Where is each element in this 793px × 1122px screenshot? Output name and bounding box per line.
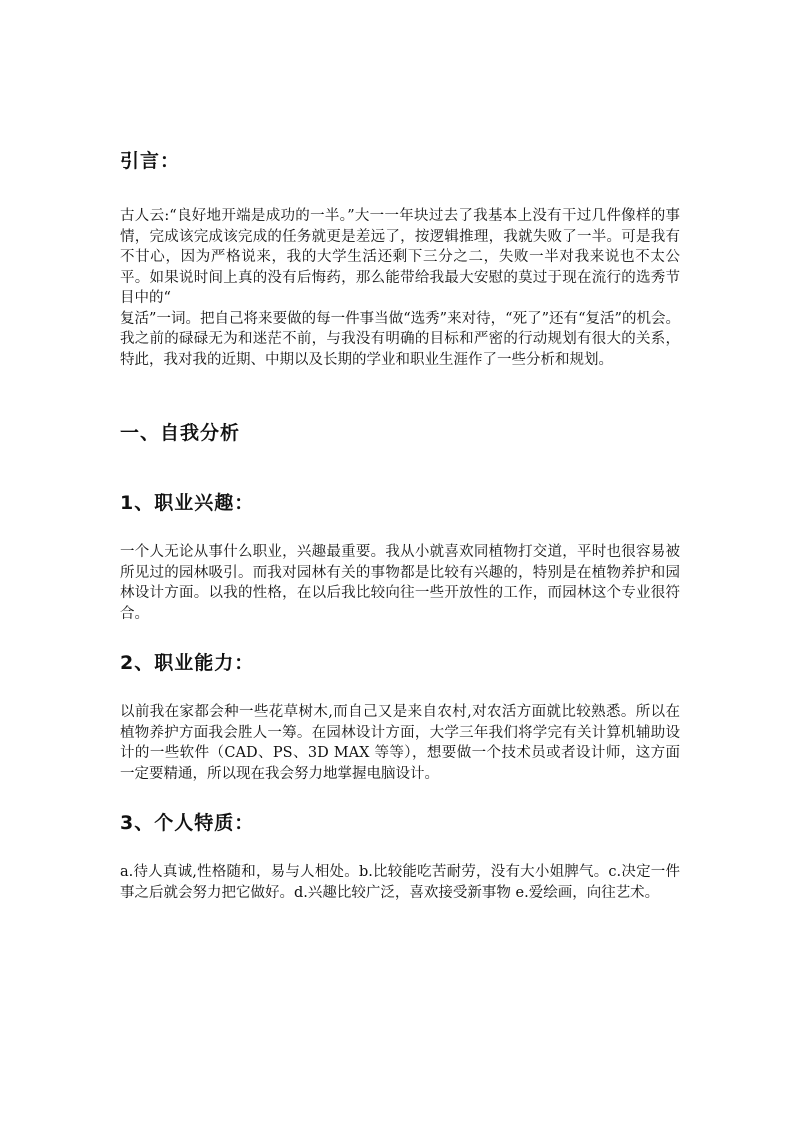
career-interest-paragraph: 一个人无论从事什么职业，兴趣最重要。我从小就喜欢同植物打交道，平时也很容易被所见过的园林吸引。而我对园林有关的事物都是比较有兴趣的，特别是在植物养护和园林设计方面。以我的性格，在以后我比较向往一些开放性的工作，而园林这个专业很符合。 <box>120 544 680 622</box>
document-content <box>120 148 680 903</box>
career-ability-heading: 2、职业能力： <box>120 652 255 674</box>
intro-heading: 引言： <box>120 150 181 172</box>
personal-trait-heading: 3、个人特质： <box>120 812 255 834</box>
career-interest-heading: 1、职业兴趣： <box>120 492 255 514</box>
career-ability-paragraph: 以前我在家都会种一些花草树木,而自己又是来自农村,对农活方面就比较熟悉。所以在植物养护方面我会胜人一筹。在园林设计方面，大学三年我们将学完有关计算机辅助设计的一些软件（CAD、PS、3D MAX 等等），想要做一个技术员或者设计师，这方面一定要精通，所以现在我会努力地掌握电脑设计。 <box>120 704 680 782</box>
intro-paragraph: 古人云:“良好地开端是成功的一半。”大一一年块过去了我基本上没有干过几件像样的事情，完成该完成该完成的任务就更是差远了，按逻辑推理，我就失败了一半。可是我有不甘心，因为严格说来，我的大学生活还剩下三分之二，失败一半对我来说也不太公平。如果说时间上真的没有后悔药，那么能带给我最大安慰的莫过于现在流行的选秀节目中的“ <box>120 208 680 306</box>
self-analysis-heading: 一、自我分析 <box>120 422 241 444</box>
personal-trait-paragraph: a.待人真诚,性格随和，易与人相处。b.比较能吃苦耐劳，没有大小姐脾气。c.决定一件事之后就会努力把它做好。d.兴趣比较广泛，喜欢接受新事物 e.爱绘画，向往艺术。 <box>120 864 680 901</box>
intro-paragraph-continued: 复活”一词。把自己将来要做的每一件事当做“选秀”来对待，“死了”还有“复活”的机会。我之前的碌碌无为和迷茫不前，与我没有明确的目标和严密的行动规划有很大的关系，特此，我对我的近期、中期以及长期的学业和职业生涯作了一些分析和规划。 <box>120 310 680 368</box>
